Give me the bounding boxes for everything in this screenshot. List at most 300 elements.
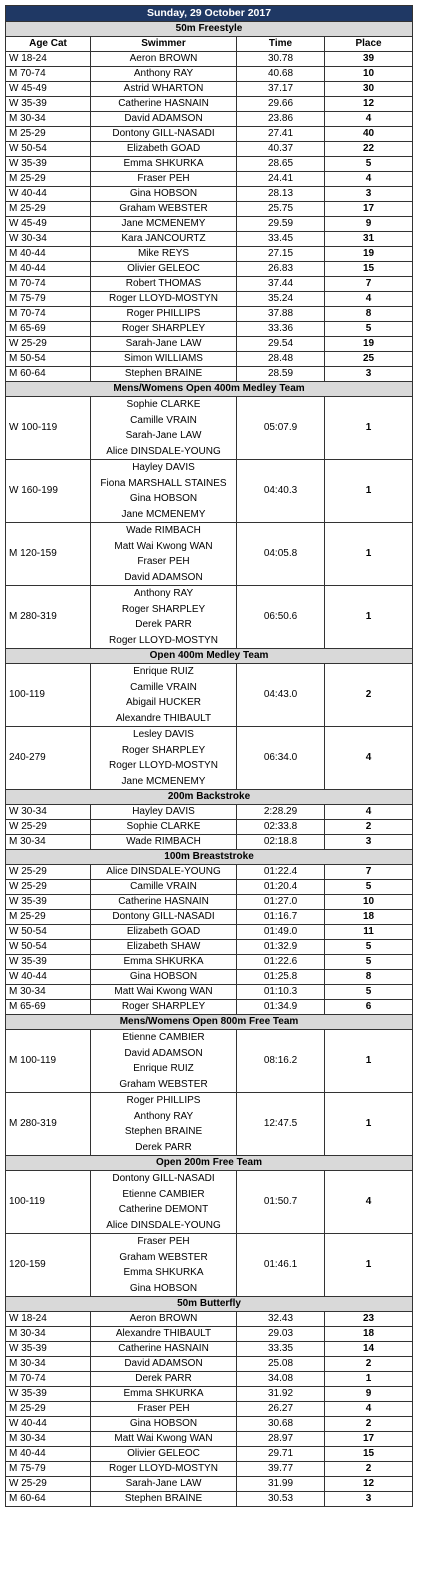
section-title: Open 400m Medley Team: [6, 649, 413, 664]
team-member: Roger LLOYD-MOSTYN: [109, 634, 218, 646]
place-cell: 40: [325, 127, 413, 142]
time-cell: 30.78: [237, 52, 325, 67]
time-cell: 29.54: [237, 337, 325, 352]
swimmer-cell: Roger PHILLIPS: [91, 307, 237, 322]
age-cat-cell: M 75-79: [6, 1462, 91, 1477]
age-cat-cell: M 40-44: [6, 1447, 91, 1462]
swimmer-cell: Alice DINSDALE-YOUNG: [91, 865, 237, 880]
age-cat-cell: W 45-49: [6, 217, 91, 232]
team-member: Matt Wai Kwong WAN: [114, 540, 213, 552]
team-row: [6, 1093, 413, 1156]
team-members-cell: [91, 460, 237, 523]
swimmer-cell: Hayley DAVIS: [91, 805, 237, 820]
swimmer-cell: Dontony GILL-NASADI: [91, 910, 237, 925]
team-row: [6, 727, 413, 790]
place-cell: 2: [325, 1357, 413, 1372]
result-row: [6, 202, 413, 217]
section-title: Open 200m Free Team: [6, 1156, 413, 1171]
team-members-cell: [91, 1171, 237, 1234]
age-cat-cell: W 45-49: [6, 82, 91, 97]
swimmer-cell: Fraser PEH: [91, 172, 237, 187]
team-member: Roger SHARPLEY: [121, 603, 206, 615]
time-cell: 01:16.7: [237, 910, 325, 925]
place-cell: 19: [325, 337, 413, 352]
time-cell: 24.41: [237, 172, 325, 187]
team-row: [6, 397, 413, 460]
time-cell: 04:43.0: [237, 664, 325, 727]
time-cell: 06:50.6: [237, 586, 325, 649]
team-member: Gina HOBSON: [129, 493, 198, 504]
time-cell: 01:25.8: [237, 970, 325, 985]
team-row: [6, 586, 413, 649]
time-cell: 02:33.8: [237, 820, 325, 835]
place-cell: 8: [325, 970, 413, 985]
age-cat-cell: M 25-29: [6, 910, 91, 925]
result-row: [6, 187, 413, 202]
place-cell: 1: [325, 1234, 413, 1297]
place-cell: 3: [325, 1492, 413, 1507]
place-cell: 17: [325, 1432, 413, 1447]
time-cell: 30.68: [237, 1417, 325, 1432]
swimmer-cell: Catherine HASNAIN: [91, 895, 237, 910]
age-cat-cell: W 25-29: [6, 880, 91, 895]
team-members-cell: [91, 664, 237, 727]
age-cat-cell: M 30-34: [6, 1432, 91, 1447]
place-cell: 3: [325, 367, 413, 382]
time-cell: 37.44: [237, 277, 325, 292]
time-cell: 28.48: [237, 352, 325, 367]
place-cell: 1: [325, 523, 413, 586]
place-cell: 7: [325, 277, 413, 292]
swimmer-cell: Simon WILLIAMS: [91, 352, 237, 367]
time-cell: 01:46.1: [237, 1234, 325, 1297]
result-row: [6, 1000, 413, 1015]
team-member: Dontony GILL-NASADI: [112, 1173, 215, 1184]
age-cat-cell: M 50-54: [6, 352, 91, 367]
place-cell: 5: [325, 985, 413, 1000]
age-cat-cell: W 30-34: [6, 805, 91, 820]
place-cell: 12: [325, 1477, 413, 1492]
time-cell: 40.68: [237, 67, 325, 82]
place-cell: 2: [325, 820, 413, 835]
team-member: Sarah-Jane LAW: [125, 430, 202, 441]
age-cat-cell: W 18-24: [6, 52, 91, 67]
time-cell: 32.43: [237, 1312, 325, 1327]
age-cat-cell: M 30-34: [6, 112, 91, 127]
place-cell: 5: [325, 880, 413, 895]
section-title: 50m Butterfly: [6, 1297, 413, 1312]
header-age-cat: Age Cat: [6, 37, 91, 52]
age-cat-cell: M 70-74: [6, 307, 91, 322]
result-row: [6, 985, 413, 1000]
time-cell: 26.83: [237, 262, 325, 277]
team-member: Graham WEBSTER: [119, 1078, 208, 1090]
result-row: [6, 1417, 413, 1432]
time-cell: 37.17: [237, 82, 325, 97]
team-member: Catherine DEMONT: [118, 1204, 209, 1215]
swimmer-cell: Fraser PEH: [91, 1402, 237, 1417]
team-member: Alexandre THIBAULT: [115, 712, 212, 724]
result-row: [6, 1402, 413, 1417]
section-row: [6, 850, 413, 865]
team-member: Lesley DAVIS: [133, 729, 194, 740]
place-cell: 4: [325, 805, 413, 820]
swimmer-cell: Sarah-Jane LAW: [91, 337, 237, 352]
swimmer-cell: Graham WEBSTER: [91, 202, 237, 217]
team-member: Anthony RAY: [133, 1110, 194, 1122]
place-cell: 1: [325, 1093, 413, 1156]
time-cell: 37.88: [237, 307, 325, 322]
team-member: Fraser PEH: [137, 1236, 190, 1247]
result-row: [6, 67, 413, 82]
header-swimmer: Swimmer: [91, 37, 237, 52]
place-cell: 23: [325, 1312, 413, 1327]
age-cat-cell: W 40-44: [6, 1417, 91, 1432]
age-cat-cell: M 70-74: [6, 1372, 91, 1387]
time-cell: 33.45: [237, 232, 325, 247]
time-cell: 40.37: [237, 142, 325, 157]
time-cell: 31.99: [237, 1477, 325, 1492]
swimmer-cell: Robert THOMAS: [91, 277, 237, 292]
result-row: [6, 247, 413, 262]
time-cell: 33.35: [237, 1342, 325, 1357]
swimmer-cell: Sophie CLARKE: [91, 820, 237, 835]
time-cell: 01:27.0: [237, 895, 325, 910]
team-members-cell: [91, 1234, 237, 1297]
team-row: [6, 1234, 413, 1297]
place-cell: 18: [325, 910, 413, 925]
time-cell: 31.92: [237, 1387, 325, 1402]
section-title: 50m Freestyle: [6, 22, 413, 37]
time-cell: 28.59: [237, 367, 325, 382]
age-cat-cell: M 30-34: [6, 835, 91, 850]
place-cell: 12: [325, 97, 413, 112]
team-member: Graham WEBSTER: [119, 1251, 208, 1263]
place-cell: 4: [325, 1402, 413, 1417]
place-cell: 5: [325, 940, 413, 955]
place-cell: 5: [325, 955, 413, 970]
time-cell: 01:20.4: [237, 880, 325, 895]
time-cell: 12:47.5: [237, 1093, 325, 1156]
team-members-cell: [91, 1093, 237, 1156]
team-member: Sophie CLARKE: [126, 399, 201, 410]
age-cat-cell: M 60-64: [6, 367, 91, 382]
age-cat-cell: M 70-74: [6, 277, 91, 292]
age-cat-cell: W 40-44: [6, 970, 91, 985]
time-cell: 26.27: [237, 1402, 325, 1417]
age-cat-cell: W 35-39: [6, 157, 91, 172]
result-row: [6, 277, 413, 292]
age-cat-cell: W 25-29: [6, 1477, 91, 1492]
result-row: [6, 82, 413, 97]
result-row: [6, 172, 413, 187]
team-member: David ADAMSON: [124, 571, 203, 583]
team-member: David ADAMSON: [124, 1047, 203, 1059]
team-member: Fraser PEH: [137, 556, 190, 567]
time-cell: 33.36: [237, 322, 325, 337]
time-cell: 27.41: [237, 127, 325, 142]
time-cell: 28.13: [237, 187, 325, 202]
swimmer-cell: Olivier GELEOC: [91, 1447, 237, 1462]
place-cell: 1: [325, 397, 413, 460]
team-members-cell: [91, 523, 237, 586]
team-member: Hayley DAVIS: [132, 462, 195, 473]
place-cell: 7: [325, 865, 413, 880]
time-cell: 29.71: [237, 1447, 325, 1462]
result-row: [6, 940, 413, 955]
team-member: Alice DINSDALE-YOUNG: [106, 445, 221, 457]
team-member: Roger SHARPLEY: [121, 744, 206, 756]
swimmer-cell: Mike REYS: [91, 247, 237, 262]
swimmer-cell: Sarah-Jane LAW: [91, 1477, 237, 1492]
result-row: [6, 1387, 413, 1402]
time-cell: 05:07.9: [237, 397, 325, 460]
result-row: [6, 865, 413, 880]
result-row: [6, 307, 413, 322]
time-cell: 04:05.8: [237, 523, 325, 586]
section-row: [6, 1156, 413, 1171]
age-cat-cell: W 50-54: [6, 142, 91, 157]
time-cell: 29.66: [237, 97, 325, 112]
age-cat-cell: M 75-79: [6, 292, 91, 307]
age-cat-cell: 240-279: [6, 727, 91, 790]
team-member: Jane MCMENEMY: [121, 508, 206, 520]
place-cell: 11: [325, 925, 413, 940]
swimmer-cell: Anthony RAY: [91, 67, 237, 82]
age-cat-cell: W 35-39: [6, 895, 91, 910]
result-row: [6, 820, 413, 835]
result-row: [6, 910, 413, 925]
place-cell: 4: [325, 1171, 413, 1234]
swimmer-cell: Elizabeth GOAD: [91, 925, 237, 940]
age-cat-cell: W 18-24: [6, 1312, 91, 1327]
result-row: [6, 1477, 413, 1492]
team-member: Enrique RUIZ: [133, 666, 194, 677]
place-cell: 5: [325, 322, 413, 337]
title-row: [6, 6, 413, 22]
team-row: [6, 1030, 413, 1093]
team-members-cell: [91, 397, 237, 460]
result-row: [6, 337, 413, 352]
team-member: Wade RIMBACH: [126, 525, 201, 536]
time-cell: 34.08: [237, 1372, 325, 1387]
header-time: Time: [237, 37, 325, 52]
team-row: [6, 460, 413, 523]
age-cat-cell: M 30-34: [6, 1357, 91, 1372]
section-title: Mens/Womens Open 800m Free Team: [6, 1015, 413, 1030]
team-member: Alice DINSDALE-YOUNG: [106, 1219, 221, 1231]
team-row: [6, 664, 413, 727]
time-cell: 35.24: [237, 292, 325, 307]
place-cell: 1: [325, 1030, 413, 1093]
result-row: [6, 217, 413, 232]
age-cat-cell: M 30-34: [6, 985, 91, 1000]
time-cell: 08:16.2: [237, 1030, 325, 1093]
age-cat-cell: W 25-29: [6, 337, 91, 352]
team-row: [6, 523, 413, 586]
result-row: [6, 835, 413, 850]
swimmer-cell: Stephen BRAINE: [91, 367, 237, 382]
age-cat-cell: M 40-44: [6, 247, 91, 262]
team-member: Emma SHKURKA: [123, 1267, 204, 1278]
age-cat-cell: W 35-39: [6, 1387, 91, 1402]
place-cell: 3: [325, 835, 413, 850]
result-row: [6, 1492, 413, 1507]
swimmer-cell: Camille VRAIN: [91, 880, 237, 895]
team-member: Etienne CAMBIER: [122, 1188, 205, 1200]
time-cell: 04:40.3: [237, 460, 325, 523]
place-cell: 18: [325, 1327, 413, 1342]
result-row: [6, 52, 413, 67]
age-cat-cell: M 25-29: [6, 1402, 91, 1417]
age-cat-cell: M 25-29: [6, 202, 91, 217]
page-title: Sunday, 29 October 2017: [6, 6, 413, 22]
place-cell: 2: [325, 1417, 413, 1432]
team-members-cell: [91, 1030, 237, 1093]
result-row: [6, 367, 413, 382]
time-cell: 25.08: [237, 1357, 325, 1372]
result-row: [6, 1357, 413, 1372]
age-cat-cell: 100-119: [6, 1171, 91, 1234]
swimmer-cell: Roger SHARPLEY: [91, 322, 237, 337]
swimmer-cell: Dontony GILL-NASADI: [91, 127, 237, 142]
result-row: [6, 262, 413, 277]
place-cell: 4: [325, 292, 413, 307]
time-cell: 29.03: [237, 1327, 325, 1342]
section-row: [6, 649, 413, 664]
swimmer-cell: David ADAMSON: [91, 1357, 237, 1372]
place-cell: 5: [325, 157, 413, 172]
place-cell: 6: [325, 1000, 413, 1015]
result-row: [6, 1327, 413, 1342]
age-cat-cell: W 100-119: [6, 397, 91, 460]
result-row: [6, 142, 413, 157]
time-cell: 01:34.9: [237, 1000, 325, 1015]
place-cell: 2: [325, 664, 413, 727]
section-row: [6, 790, 413, 805]
place-cell: 4: [325, 172, 413, 187]
age-cat-cell: W 50-54: [6, 940, 91, 955]
result-row: [6, 352, 413, 367]
result-row: [6, 1432, 413, 1447]
age-cat-cell: W 25-29: [6, 865, 91, 880]
swimmer-cell: Roger LLOYD-MOSTYN: [91, 292, 237, 307]
swimmer-cell: Elizabeth GOAD: [91, 142, 237, 157]
time-cell: 06:34.0: [237, 727, 325, 790]
place-cell: 1: [325, 1372, 413, 1387]
place-cell: 30: [325, 82, 413, 97]
place-cell: 14: [325, 1342, 413, 1357]
swimmer-cell: Roger LLOYD-MOSTYN: [91, 1462, 237, 1477]
team-member: Roger LLOYD-MOSTYN: [109, 760, 218, 771]
time-cell: 25.75: [237, 202, 325, 217]
age-cat-cell: M 280-319: [6, 586, 91, 649]
age-cat-cell: M 30-34: [6, 1327, 91, 1342]
swimmer-cell: Catherine HASNAIN: [91, 1342, 237, 1357]
age-cat-cell: W 160-199: [6, 460, 91, 523]
results-body: [6, 6, 413, 1507]
place-cell: 31: [325, 232, 413, 247]
place-cell: 10: [325, 895, 413, 910]
team-member: Abigail HUCKER: [125, 697, 202, 708]
place-cell: 1: [325, 460, 413, 523]
place-cell: 8: [325, 307, 413, 322]
result-row: [6, 805, 413, 820]
result-row: [6, 1312, 413, 1327]
swimmer-cell: Roger SHARPLEY: [91, 1000, 237, 1015]
place-cell: 22: [325, 142, 413, 157]
section-title: 200m Backstroke: [6, 790, 413, 805]
team-member: Jane MCMENEMY: [121, 775, 206, 787]
swimmer-cell: Aeron BROWN: [91, 1312, 237, 1327]
place-cell: 39: [325, 52, 413, 67]
result-row: [6, 1372, 413, 1387]
place-cell: 2: [325, 1462, 413, 1477]
result-row: [6, 925, 413, 940]
time-cell: 23.86: [237, 112, 325, 127]
section-row: [6, 1015, 413, 1030]
age-cat-cell: W 35-39: [6, 97, 91, 112]
result-row: [6, 127, 413, 142]
result-row: [6, 1462, 413, 1477]
place-cell: 17: [325, 202, 413, 217]
age-cat-cell: W 35-39: [6, 955, 91, 970]
section-row: [6, 1297, 413, 1312]
header-place: Place: [325, 37, 413, 52]
team-member: Roger PHILLIPS: [126, 1095, 201, 1106]
results-table: [5, 5, 413, 1507]
result-row: [6, 322, 413, 337]
time-cell: 28.65: [237, 157, 325, 172]
section-title: Mens/Womens Open 400m Medley Team: [6, 382, 413, 397]
age-cat-cell: W 35-39: [6, 1342, 91, 1357]
time-cell: 28.97: [237, 1432, 325, 1447]
team-member: Anthony RAY: [133, 588, 194, 599]
swimmer-cell: Alexandre THIBAULT: [91, 1327, 237, 1342]
age-cat-cell: M 100-119: [6, 1030, 91, 1093]
place-cell: 10: [325, 67, 413, 82]
swimmer-cell: Stephen BRAINE: [91, 1492, 237, 1507]
team-member: Camille VRAIN: [130, 681, 197, 693]
swimmer-cell: Emma SHKURKA: [91, 157, 237, 172]
team-member: Enrique RUIZ: [133, 1063, 194, 1074]
age-cat-cell: 120-159: [6, 1234, 91, 1297]
header-row: [6, 37, 413, 52]
result-row: [6, 292, 413, 307]
results-sheet: [5, 5, 412, 1507]
team-member: Derek PARR: [135, 619, 192, 630]
result-row: [6, 970, 413, 985]
place-cell: 1: [325, 586, 413, 649]
swimmer-cell: Elizabeth SHAW: [91, 940, 237, 955]
result-row: [6, 157, 413, 172]
place-cell: 25: [325, 352, 413, 367]
swimmer-cell: Jane MCMENEMY: [91, 217, 237, 232]
team-member: Stephen BRAINE: [124, 1126, 203, 1137]
result-row: [6, 895, 413, 910]
swimmer-cell: David ADAMSON: [91, 112, 237, 127]
result-row: [6, 880, 413, 895]
age-cat-cell: W 30-34: [6, 232, 91, 247]
team-row: [6, 1171, 413, 1234]
place-cell: 9: [325, 217, 413, 232]
place-cell: 4: [325, 727, 413, 790]
time-cell: 30.53: [237, 1492, 325, 1507]
team-member: Gina HOBSON: [129, 1282, 198, 1294]
team-member: Etienne CAMBIER: [122, 1032, 205, 1043]
age-cat-cell: M 280-319: [6, 1093, 91, 1156]
age-cat-cell: M 65-69: [6, 322, 91, 337]
